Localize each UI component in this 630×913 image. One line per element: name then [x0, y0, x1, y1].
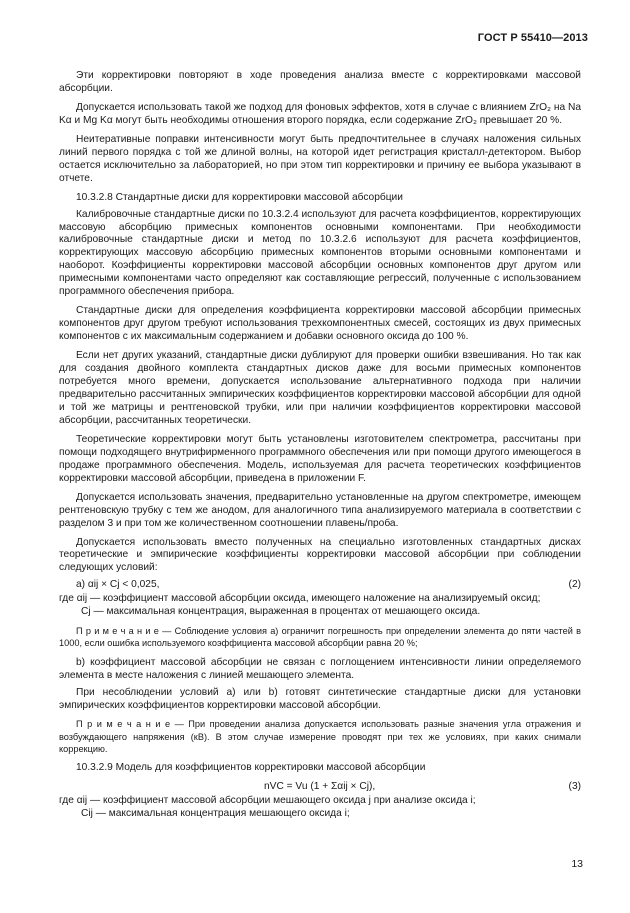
definition-line: Cij — максимальная концентрация мешающего оксида i;: [81, 808, 350, 819]
equation-number: (3): [568, 781, 581, 793]
note: П р и м е ч а н и е — Соблюдение условия а) ограничит погрешность при определении элемента до пяти частей в 1000, если ошибка используемого коэффициента массовой абсорбции равна 20 %;: [59, 626, 581, 649]
definition-line: Cj — максимальная концентрация, выраженная в процентах от мешающего оксида.: [81, 606, 481, 618]
variable-definitions: [59, 795, 581, 821]
section-heading: 10.3.2.9 Модель для коэффициентов корректировки массовой абсорбции: [76, 762, 426, 774]
section-heading: 10.3.2.8 Стандартные диски для корректировки массовой абсорбции: [76, 191, 403, 203]
equation-number: (2): [568, 579, 581, 591]
condition-a: а) αij × Cj < 0,025,: [76, 579, 160, 591]
equation-3: [59, 781, 581, 795]
paragraph: Эти корректировки повторяют в ходе проведения анализа вместе с корректировками массовой абсорбции.: [59, 70, 581, 94]
paragraph: При несоблюдении условий а) или b) готовят синтетические стандартные диски для установки эмпирических коэффициентов корректировки массовой абсорбции.: [59, 686, 581, 711]
document-body: [59, 70, 581, 821]
variable-definitions: [59, 593, 581, 619]
paragraph: Допускается использовать такой же подход для фоновых эффектов, хотя в случае с влиянием ZrO₂ на Na Kα и Mg Kα могут быть необходимы отношения второго порядка, если содержание ZrO₂ превышает 20 %.: [59, 101, 581, 126]
paragraph: Допускается использовать значения, предварительно установленные на другом спектрометре, имеющем рентгеновскую трубку с тем же анодом, для аналогичного типа анализируемого материала в соответствии с разделом 3 и при том же количественном соотношении плавень/проба.: [59, 491, 581, 529]
equation-formula: nVC = Vu (1 + Σαij × Cj),: [264, 781, 376, 793]
condition-a-formula: [59, 579, 581, 593]
condition-b: b) коэффициент массовой абсорбции не связан с поглощением интенсивности линии определяемого элемента в месте наложения с линией мешающего элемента.: [59, 656, 581, 681]
definition-line: где αij — коэффициент массовой абсорбции мешающего оксида j при анализе оксида i;: [59, 795, 476, 807]
paragraph: Теоретические корректировки могут быть установлены изготовителем спектрометра, рассчитаны при помощи подходящего внутрифирменного программного обеспечения или при помощи другого имеющегося в продаже программного обеспечения. Модель, используемая для расчета теоретических коэффициентов корректировки массовой абсорбции, приведена в приложении F.: [59, 433, 581, 484]
paragraph: Калибровочные стандартные диски по 10.3.2.4 используют для расчета коэффициентов, корректирующих массовую абсорбцию примесных компонентов основными компонентами. При необходимости калибровочные стандартные диски и метод по 10.3.2.6 используют для расчета коэффициентов, корректирующих массовую абсорбцию примесных компонентов вторыми основными компонентами и наоборот. Коэффициенты корректировки массовой абсорбции основных компонентов друг другом или примесными компонентами часто определяют как составляющие регрессий, полученные с использованием программного обеспечения прибора.: [59, 208, 581, 298]
paragraph: Допускается использовать вместо полученных на специально изготовленных стандартных дисках теоретические и эмпирические коэффициенты корректировки массовой абсорбции при соблюдении следующих условий:: [59, 536, 581, 574]
page-number: 13: [571, 858, 583, 870]
paragraph: Стандартные диски для определения коэффициента корректировки массовой абсорбции примесных компонентов друг другом требуют использования трехкомпонентных смесей, состоящих из двух примесных компонентов с их максимальным содержанием и добавки основного оксида до 100 %.: [59, 305, 581, 343]
paragraph: Неитеративные поправки интенсивности могут быть предпочтительнее в случаях наложения сильных линий первого порядка с той же длиной волны, на которой идет регистрация кристалл-детектором. Выбор остается исключительно за лабораторией, но при этом тип корректировки и причину ее выбора указывают в отчете.: [59, 133, 581, 184]
paragraph: Если нет других указаний, стандартные диски дублируют для проверки ошибки взвешивания. Но так как для создания двойного комплекта стандартных дисков даже для восьми примесных компонентов потребуется много времени, допускается использование альтернативного подхода при наличии предварительно рассчитанных эмпирических коэффициентов корректировки массовой абсорбции для одной и той же матрицы и рентгеновской трубки, или при наличии коэффициентов корректировки массовой абсорбции, рассчитанных теоретически.: [59, 350, 581, 426]
note: П р и м е ч а н и е — При проведении анализа допускается использовать разные значения угла отражения и возбуждающего напряжения (кВ). В этом случае измерение проводят при тех же условиях, при каких снимали коррекцию.: [59, 719, 581, 754]
document-header: ГОСТ Р 55410—2013: [477, 32, 588, 44]
definition-line: где αij — коэффициент массовой абсорбции оксида, имеющего наложение на анализируемый оксид;: [59, 593, 541, 605]
